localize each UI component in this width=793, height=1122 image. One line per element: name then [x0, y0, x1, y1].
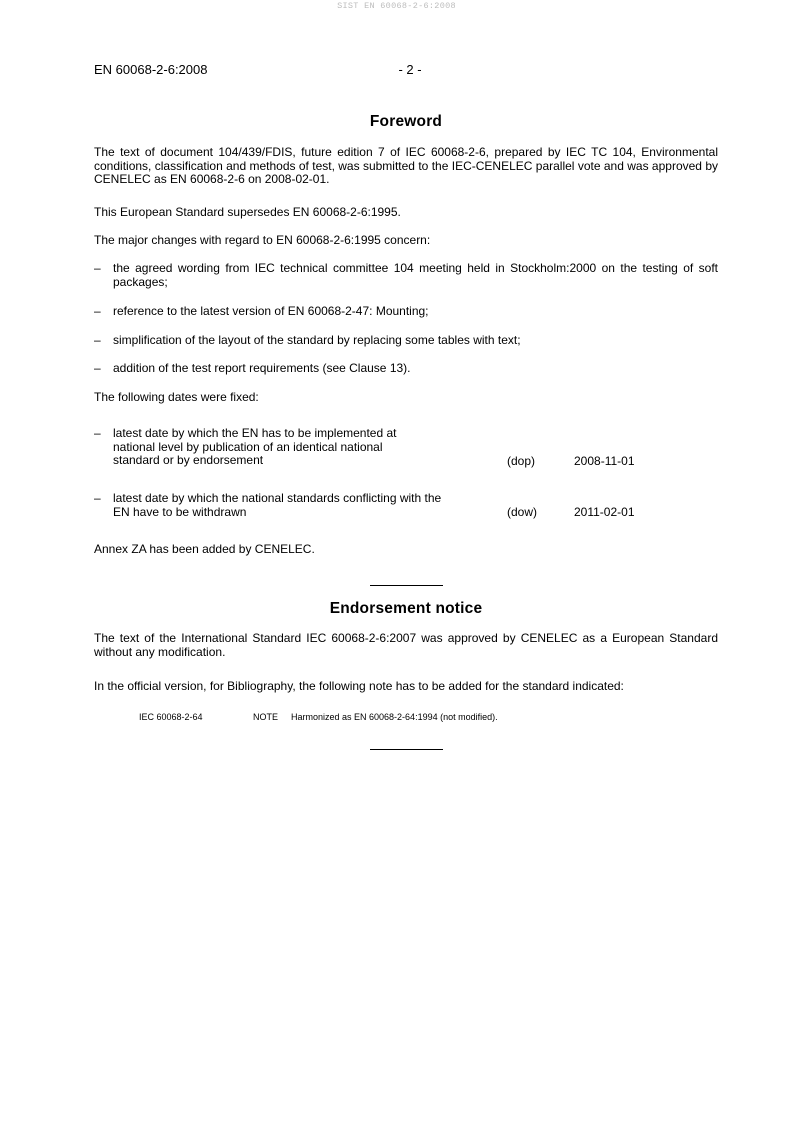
list-dash: –: [94, 426, 101, 440]
list-item-text: addition of the test report requirements (see Clause 13).: [113, 361, 411, 375]
date-description: latest date by which the EN has to be implemented at national level by publication of an identical national standard or by endorsement: [113, 426, 397, 467]
list-dash: –: [94, 304, 101, 318]
bibliography-intro: In the official version, for Bibliography, the following note has to be added for the standard indicated:: [94, 679, 624, 693]
endorsement-title: Endorsement notice: [329, 600, 483, 617]
list-item-text: reference to the latest version of EN 60068-2-47: Mounting;: [113, 304, 429, 318]
date-abbreviation: (dow): [507, 505, 538, 519]
foreword-intro: The text of document 104/439/FDIS, future edition 7 of IEC 60068-2-6, prepared by IEC TC 104, Environmental conditions, classification and methods of test, was submitted to the IEC-CENELEC parallel vote and was approved by CENELEC as EN 60068-2-6 on 2008-02-01.: [94, 145, 718, 186]
date-description: latest date by which the national standards conflicting with the EN have to be withdrawn: [113, 491, 442, 519]
list-dash: –: [94, 491, 101, 505]
annex-note: Annex ZA has been added by CENELEC.: [94, 542, 315, 556]
list-item: [94, 305, 718, 319]
endorsement-text: The text of the International Standard IEC 60068-2-6:2007 was approved by CENELEC as a European Standard without any modification.: [94, 631, 718, 659]
list-dash: –: [94, 261, 101, 275]
changes-intro: The major changes with regard to EN 60068-2-6:1995 concern:: [94, 233, 431, 247]
note-standard: IEC 60068-2-64: [139, 712, 203, 722]
list-item: [94, 362, 718, 376]
note-text: Harmonized as EN 60068-2-64:1994 (not modified).: [291, 712, 498, 722]
list-dash: –: [94, 333, 101, 347]
date-value: 2011-02-01: [574, 505, 635, 519]
note-label: NOTE: [253, 712, 279, 722]
date-value: 2008-11-01: [574, 454, 635, 468]
list-item-text: simplification of the layout of the standard by replacing some tables with text;: [113, 333, 521, 347]
foreword-title: Foreword: [369, 113, 443, 130]
list-item: [94, 262, 718, 289]
section-divider: [370, 749, 443, 750]
list-dash: –: [94, 361, 101, 375]
list-item-text: the agreed wording from IEC technical committee 104 meeting held in Stockholm:2000 on the testing of soft packages;: [113, 261, 718, 289]
page-number: - 2 -: [398, 62, 422, 77]
section-divider: [370, 585, 443, 586]
list-item: [94, 334, 718, 348]
dates-intro: The following dates were fixed:: [94, 390, 259, 404]
date-abbreviation: (dop): [507, 454, 536, 468]
supersedes-text: This European Standard supersedes EN 60068-2-6:1995.: [94, 205, 401, 219]
document-id: EN 60068-2-6:2008: [94, 62, 208, 77]
watermark: SIST EN 60068-2-6:2008: [337, 1, 456, 11]
